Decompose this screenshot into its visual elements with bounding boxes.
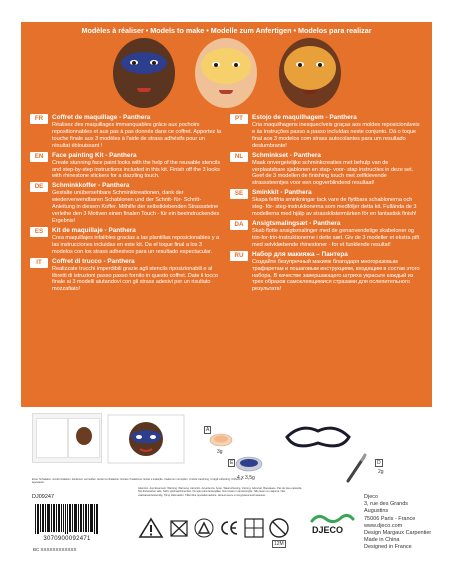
lang-badge: PT (230, 114, 248, 124)
eye (212, 62, 220, 67)
block-title: Sminkkit - Panthera (252, 189, 312, 197)
block-body: Создайте безупречный макияж благодаря многоразовым трафаретам и пошаговым инструкциям, входящим в состав этого набора. В качестве завершающего штриха украсьте каждый из трех образов самоклеящимися стразами для ослепительного результата! (252, 258, 420, 293)
face-mask-blue (121, 52, 167, 74)
lang-badge: DE (30, 182, 48, 192)
block-body: Gestalte unübersehbare Schminkkreationen, dank der wiederverwendbaren Schablonen und der Schritt- für- Schritt-Anleitung in diesem Koffer. Mithilfe der selbstklebenden Strasssteine verleihe den 3 Motiven einen finalen Touch - für ein beeindruckendes Ergebnis! (52, 190, 220, 224)
lang-badge: NL (230, 152, 248, 162)
block-body: Réalisez des maquillages immanquables grâce aux pochoirs repositionnables et aux pas à pas donnés dans ce coffret. Apportez la touche finale aux 3 modèles à l'aide de strass adhésifs pour un résultat éblouissant ! (52, 122, 222, 149)
item-label-e: E (230, 460, 234, 466)
face-illustration (76, 427, 92, 445)
address-line: Designed in France (364, 544, 412, 551)
paint-pot-a-image (209, 433, 233, 447)
item-qty-a: 3g (217, 449, 223, 455)
model-face-2 (195, 38, 257, 108)
lang-badge: RU (230, 251, 248, 261)
description-blocks (30, 114, 424, 409)
stencil-sheet-image (106, 413, 186, 465)
address-line: 3, rue des Grands Augustins (364, 501, 409, 515)
item-qty-d: 2g (378, 469, 384, 475)
eye (296, 62, 304, 67)
block-title: Schminkkoffer - Panthera (52, 182, 130, 190)
lang-badge: SE (230, 189, 248, 199)
lang-badge: EN (30, 152, 48, 162)
block-ru (230, 251, 422, 294)
block-title: Estojo de maquilhagem - Panthera (252, 114, 357, 121)
block-body: Maak onvergetelijke schminkcreaties met behulp van de verplaatsbare sjablonen en stap- voor- stap instructies in deze set. Geef de 3 modellen de finishing touch met zelfklevende strasssteentjes voor een oogverblindend resultaat! (252, 159, 414, 187)
block-en (30, 152, 222, 181)
address-line: Djeco (364, 494, 379, 500)
blocks-left-column (30, 114, 222, 295)
batch-code: BC XXXXXXXXXXXX (33, 547, 77, 552)
lang-badge: DA (230, 220, 248, 230)
model-face-3 (279, 38, 341, 108)
block-body: Realizzate trucchi imperdibili grazie agli stencils riposizionabili e al libretti di istruzioni passo passo fornito in questo coffret. Date il tocco finale ai 3 modelli aiutandovi con gli strass adesivi per un risultato mozzafiato! (52, 265, 218, 293)
paint-pots-e-image (235, 456, 263, 472)
company-address (364, 494, 432, 552)
block-title: Kit de maquillaje - Panthera (52, 226, 136, 234)
mouth (219, 90, 233, 94)
warning-text-general: Attention. Avertissement. Warning. Warnung. Atención. Avvertenza. Aviso. Waarschuwing. Varning. Advarsel. Внимание. Pas de lave-vaisselle. Not dishwasher safe. Nicht spülmaschinenfest. No apto para lavavajillas. Non lavare in lavastoviglie. Não lavar na máquina. Niet vaatwasserbestendig. Tål ej diskmaskin. Tåler ikke opvaskemaskine. Нельзя мыть в посудомоечной машине. (138, 487, 303, 497)
address-line: 75006 Paris - France (364, 515, 416, 522)
block-nl (230, 152, 422, 188)
model-face-1 (113, 38, 175, 108)
face-mask-cheetah (201, 48, 251, 84)
item-qty-e: 4 x 3,5g (237, 475, 255, 481)
block-title: Face painting Kit - Panthera (52, 151, 137, 159)
website-text: www.djeco.com (364, 522, 403, 529)
age-label: 12M (274, 541, 284, 547)
item-label-d: D (377, 460, 381, 466)
address-line: Made in China (364, 537, 400, 544)
item-label-a: A (206, 427, 210, 433)
package-back-panel (21, 22, 432, 562)
applicator-brush-image (344, 453, 368, 485)
block-title: Ansigtsmalingsæt - Panthera (252, 219, 341, 227)
address-line: Design Margaux Carpentier (364, 530, 432, 537)
block-body: Crea maquillajes infalibles gracias a las plantillas reposicionables y a las instrucciones incluidas en este kit. Da el toque final a los 3 modelos con los strass adhesivos para un resultado espectacular. (52, 234, 220, 255)
lang-badge: IT (30, 258, 48, 268)
product-reference: DJ09247 (32, 494, 55, 500)
block-title: Набор для макияжа – Пантера (252, 250, 348, 258)
mouth (137, 88, 151, 92)
block-body: Create stunning face paint looks with the help of the reusable stencils and step-by-step instructions included in this kit. Finish off the 3 looks with rhinestone stickers for a dazzling touch. (52, 159, 221, 180)
block-fr (30, 114, 222, 150)
block-body: Cria maquilhagens inesquecíveis graças aos moldes reposicionáveis e às instruções passo a passo incluídas neste conjunto. Dá o toque final aos 3 modelos com strass autocolantes para um resultado deslumbrante! (252, 122, 420, 149)
mouth (303, 90, 317, 94)
ukca-mark-icon (243, 517, 265, 539)
barcode-image (33, 502, 101, 536)
warning-text-inhalation: Enter l'inhalation. Avoid inhalation. Einatmen vermeiden. Evitar la inhalación. Evitare l'inalazione. Evitar a inalação. Inademen vermijden. Undvik inandning. Undgå indånding. Избегать вдыхания. (32, 478, 243, 485)
block-body: Skab flotte ansigtsmalinger med de genanvendelige skabeloner og trin-for-trin-instruktionerne i dette sæt. Giv de 3 modeller et ekstra pift med selvklæbende rhinestoner - for et funklende resultat! (252, 227, 420, 248)
block-da (230, 220, 422, 249)
lang-badge: FR (30, 114, 48, 124)
instruction-booklet-image (32, 413, 102, 463)
block-se (230, 189, 422, 218)
eye (130, 60, 138, 65)
block-de (30, 182, 222, 225)
lang-badge: ES (30, 227, 48, 237)
block-title: Schminkset - Panthera (252, 151, 321, 159)
booklet-page (36, 418, 68, 458)
djeco-logo-icon (308, 507, 357, 535)
eye (232, 62, 240, 67)
ce-mark-icon (218, 517, 240, 539)
blocks-right-column (230, 114, 422, 295)
eye (316, 62, 324, 67)
block-title: Coffret de maquillage - Panthera (52, 114, 151, 121)
warning-triangle-icon (138, 517, 164, 539)
djeco-logo-text: DJECO (312, 525, 344, 535)
booklet-page (68, 418, 100, 458)
barcode-number: 3070900092471 (43, 536, 91, 542)
eye (150, 60, 158, 65)
block-body: Skapa feltfria sminkningar tack vare de flyttbara schablonerna och steg- för- steg-instruktionerna som medföljer detta kit. Fullända de 3 modellerna med hjälp av strassklistermärken för en fantastisk finish! (252, 197, 417, 218)
models-header: Modèles à réaliser • Models to make • Modelle zum Anfertigen • Modelos para realizar (81, 26, 372, 35)
no-dishwasher-icon (168, 517, 190, 539)
block-title: Coffret di trucco - Panthera (52, 257, 135, 265)
block-pt (230, 114, 422, 150)
block-it (30, 258, 222, 294)
block-es (30, 227, 222, 256)
stencil-mask-image (283, 421, 353, 455)
age-warning-icon (268, 517, 290, 539)
face-mask-tiger (284, 46, 336, 90)
recycle-icon (193, 517, 215, 539)
contents-area (21, 407, 432, 562)
